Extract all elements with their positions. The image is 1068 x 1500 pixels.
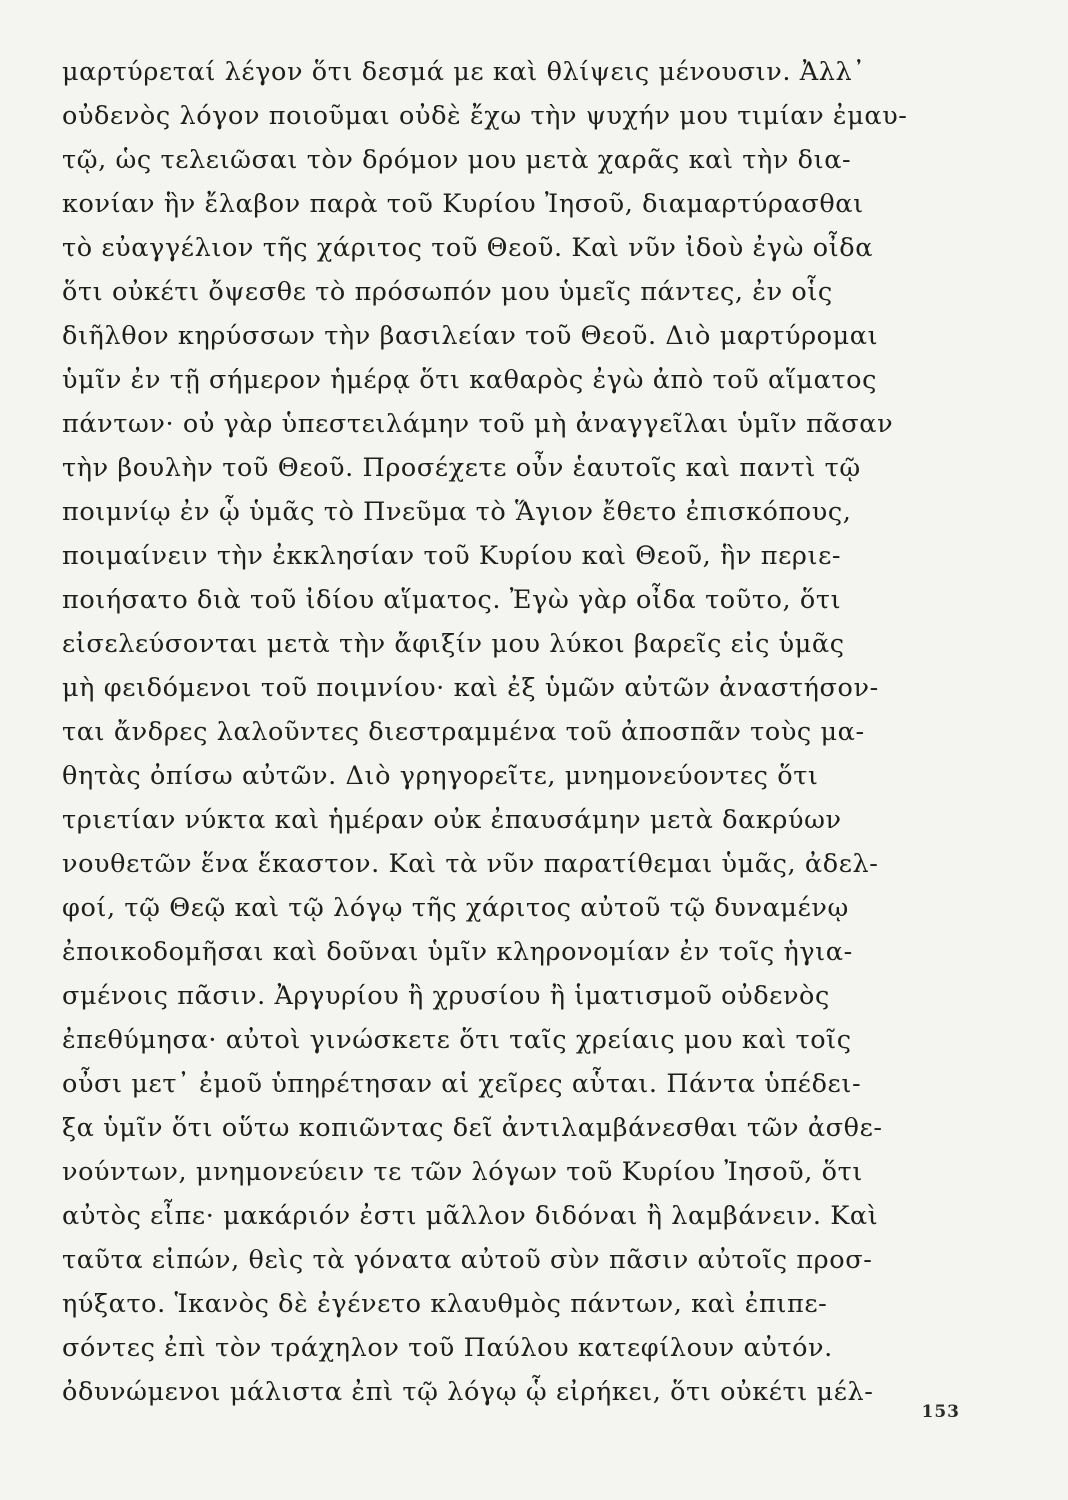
text-line: μαρτύρεταί λέγον ὅτι δεσμά με καὶ θλίψεις μένουσιν. Ἀλλ᾿	[62, 57, 866, 87]
text-line: σόντες ἐπὶ τὸν τράχηλον τοῦ Παύλου κατεφίλουν αὐτόν.	[62, 1333, 833, 1363]
text-line: ἐποικοδομῆσαι καὶ δοῦναι ὑμῖν κληρονομίαν ἐν τοῖς ἡγια-	[62, 937, 853, 967]
text-line: ταῦτα εἰπών, θεὶς τὰ γόνατα αὐτοῦ σὺν πᾶσιν αὐτοῖς προσ-	[62, 1245, 873, 1275]
text-line: οὐδενὸς λόγον ποιοῦμαι οὐδὲ ἔχω τὴν ψυχήν μου τιμίαν ἐμαυ-	[62, 101, 908, 131]
page-number: 153	[921, 1402, 960, 1422]
text-line: ποιήσατο διὰ τοῦ ἰδίου αἵματος. Ἐγὼ γὰρ οἶδα τοῦτο, ὅτι	[62, 585, 842, 615]
text-line: τὴν βουλὴν τοῦ Θεοῦ. Προσέχετε οὖν ἑαυτοῖς καὶ παντὶ τῷ	[62, 453, 861, 483]
text-line: σμένοις πᾶσιν. Ἀργυρίου ἢ χρυσίου ἢ ἱματισμοῦ οὐδενὸς	[62, 981, 830, 1011]
text-line: ποιμνίῳ ἐν ᾧ ὑμᾶς τὸ Πνεῦμα τὸ Ἅγιον ἔθετο ἐπισκόπους,	[62, 497, 852, 527]
text-line: τῷ, ὡς τελειῶσαι τὸν δρόμον μου μετὰ χαρᾶς καὶ τὴν δια-	[62, 145, 852, 175]
text-line: φοί, τῷ Θεῷ καὶ τῷ λόγῳ τῆς χάριτος αὐτοῦ τῷ δυναμένῳ	[62, 893, 849, 923]
text-line: νούντων, μνημονεύειν τε τῶν λόγων τοῦ Κυρίου Ἰησοῦ, ὅτι	[62, 1157, 863, 1187]
text-line: ηύξατο. Ἱκανὸς δὲ ἐγένετο κλαυθμὸς πάντων, καὶ ἐπιπε-	[62, 1289, 828, 1319]
text-line: οὖσι μετ᾿ ἐμοῦ ὑπηρέτησαν αἱ χεῖρες αὗται. Πάντα ὑπέδει-	[62, 1069, 862, 1099]
text-line: ἐπεθύμησα· αὐτοὶ γινώσκετε ὅτι ταῖς χρείαις μου καὶ τοῖς	[62, 1025, 852, 1055]
text-line: ποιμαίνειν τὴν ἐκκλησίαν τοῦ Κυρίου καὶ Θεοῦ, ἣν περιε-	[62, 541, 842, 571]
text-line: νουθετῶν ἕνα ἕκαστον. Καὶ τὰ νῦν παρατίθεμαι ὑμᾶς, ἀδελ-	[62, 849, 879, 879]
text-line: ὀδυνώμενοι μάλιστα ἐπὶ τῷ λόγῳ ᾧ εἰρήκει, ὅτι οὐκέτι μέλ-	[62, 1377, 874, 1407]
text-line: ξα ὑμῖν ὅτι οὕτω κοπιῶντας δεῖ ἀντιλαμβάνεσθαι τῶν ἀσθε-	[62, 1113, 883, 1143]
text-line: μὴ φειδόμενοι τοῦ ποιμνίου· καὶ ἐξ ὑμῶν αὐτῶν ἀναστήσον-	[62, 673, 879, 703]
text-line: τὸ εὐαγγέλιον τῆς χάριτος τοῦ Θεοῦ. Καὶ νῦν ἰδοὺ ἐγὼ οἶδα	[62, 233, 874, 263]
text-line: θητὰς ὀπίσω αὐτῶν. Διὸ γρηγορεῖτε, μνημονεύοντες ὅτι	[62, 761, 819, 791]
text-line: ὑμῖν ἐν τῇ σήμερον ἡμέρᾳ ὅτι καθαρὸς ἐγὼ ἀπὸ τοῦ αἵματος	[62, 365, 877, 395]
text-line: αὐτὸς εἶπε· μακάριόν ἐστι μᾶλλον διδόναι ἢ λαμβάνειν. Καὶ	[62, 1201, 879, 1231]
text-line: ται ἄνδρες λαλοῦντες διεστραμμένα τοῦ ἀποσπᾶν τοὺς μα-	[62, 717, 865, 747]
text-line: πάντων· οὐ γὰρ ὑπεστειλάμην τοῦ μὴ ἀναγγεῖλαι ὑμῖν πᾶσαν	[62, 409, 894, 439]
text-line: τριετίαν νύκτα καὶ ἡμέραν οὐκ ἐπαυσάμην μετὰ δακρύων	[62, 805, 842, 835]
text-line: εἰσελεύσονται μετὰ τὴν ἄφιξίν μου λύκοι βαρεῖς εἰς ὑμᾶς	[62, 629, 845, 659]
text-line: κονίαν ἣν ἔλαβον παρὰ τοῦ Κυρίου Ἰησοῦ, διαμαρτύρασθαι	[62, 189, 864, 219]
body-text	[62, 50, 962, 1414]
text-line: διῆλθον κηρύσσων τὴν βασιλείαν τοῦ Θεοῦ. Διὸ μαρτύρομαι	[62, 321, 879, 351]
text-line: ὅτι οὐκέτι ὄψεσθε τὸ πρόσωπόν μου ὑμεῖς πάντες, ἐν οἷς	[62, 277, 833, 307]
